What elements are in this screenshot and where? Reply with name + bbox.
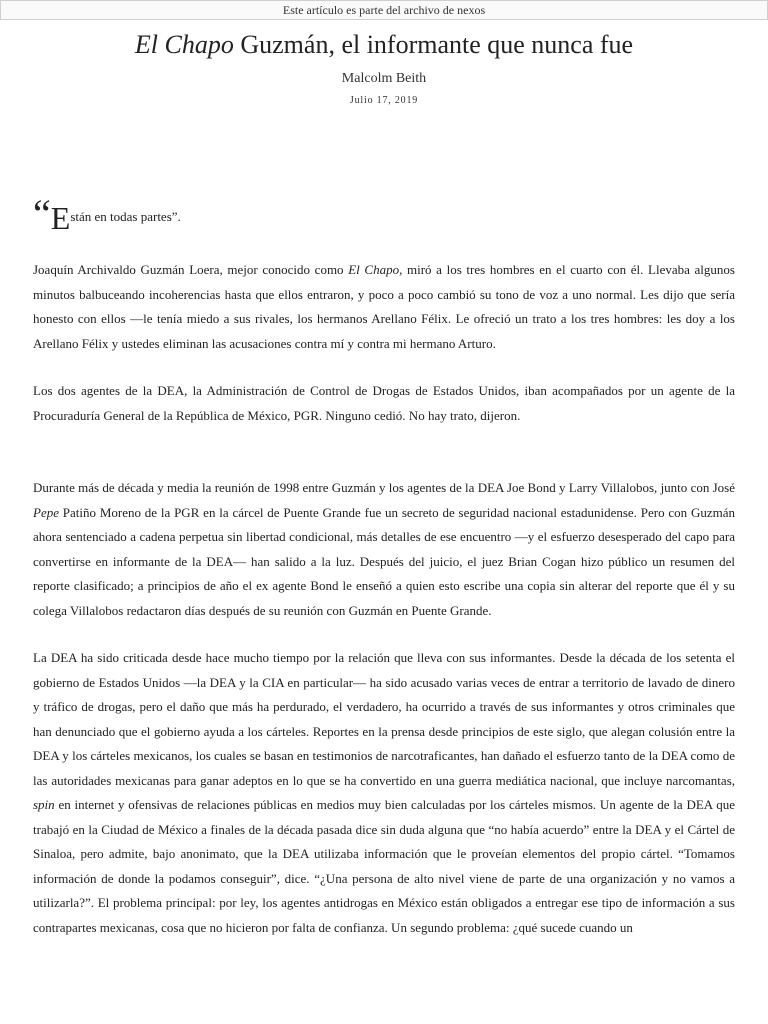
paragraph-1-text-b: , miró a los tres hombres en el cuarto con él. Llevaba algunos minutos balbuceando incoherencias hasta que ellos entraron, y poco a poco cambió su tono de voz a uno normal. Les dijo que sería honesto con ellos —le tenía miedo a sus rivales, los hermanos Arellano Félix. Le ofreció un trato a los tres hombres: les doy a los Arellano Félix y ustedes eliminan las acusaciones contra mí y contra mi hermano Arturo. <box>33 262 735 351</box>
paragraph-1-text-a: Joaquín Archivaldo Guzmán Loera, mejor conocido como <box>33 262 349 277</box>
archive-banner: Este artículo es parte del archivo de nexos <box>0 0 768 20</box>
title-rest: Guzmán, el informante que nunca fue <box>233 30 634 59</box>
paragraph-3-text-b: Patiño Moreno de la PGR en la cárcel de Puente Grande fue un secreto de seguridad nacional estadunidense. Pero con Guzmán ahora sentenciado a cadena perpetua sin libertad condicional, más detalles de ese encuentro —y el esfuerzo desesperado del capo para convertirse en informante de la DEA— han salido a la luz. Después del juicio, el juez Brian Cogan hizo público un resumen del reporte clasificado; a principios de año el ex agente Bond le enseñó a quien esto escribe una copia sin alterar del reporte que él y su colega Villalobos redactaron días después de su reunión con Guzmán en Puente Grande. <box>33 504 735 618</box>
paragraph-3-italic: Pepe <box>33 504 59 520</box>
pull-quote-text: stán en todas partes”. <box>70 209 181 224</box>
paragraph-3 <box>33 476 735 623</box>
paragraph-1-italic: El Chapo <box>348 262 400 277</box>
pull-quote <box>33 190 181 237</box>
paragraph-4-text-a: La DEA ha sido criticada desde hace mucho tiempo por la relación que lleva con sus informantes. Desde la década de los setenta el gobierno de Estados Unidos —la DEA y la CIA en particular— ha sido acusado varias veces de entrar a territorio de lavado de dinero y tráfico de drogas, pero el daño que más ha perdurado, el verdadero, ha ocurrido a través de sus informantes y otros criminales que han denunciado que el gobierno ayuda a los cárteles. Reportes en la prensa desde principios de este siglo, que alegan colusión entre la DEA y los cárteles mexicanos, los cuales se basan en testimonios de narcotraficantes, han dañado el esfuerzo tanto de la DEA como de las autoridades mexicanas para ganar adeptos en lo que se ha convertido en una guerra mediática nacional, que incluye narcomantas, <box>33 650 735 788</box>
paragraph-2: Los dos agentes de la DEA, la Administración de Control de Drogas de Estados Unidos, iban acompañados por un agente de la Procuraduría General de la República de México, PGR. Ninguno cedió. No hay trato, dijeron. <box>33 383 735 423</box>
article-date: Julio 17, 2019 <box>349 95 419 106</box>
article-body <box>33 258 735 963</box>
paragraph-4-text-b: en internet y ofensivas de relaciones públicas en medios muy bien calculadas por los cárteles mismos. Un agente de la DEA que trabajó en la Ciudad de México a finales de la década pasada dice sin duda alguna que “no había acuerdo” entre la DEA y el Cártel de Sinaloa, pero admite, bajo anonimato, que la DEA utilizaba información que le proveían elementos del propio cártel. “Tomamos información de donde la podamos conseguir”, dice. “¿Una persona de alto nivel viene de parte de una organización y no vamos a utilizarla?”. El problema principal: por ley, los agentes antidrogas en México están obligados a entregar ese tipo de información a sus contrapartes mexicanas, cosa que no hicieron por falta de confianza. Un segundo problema: ¿qué sucede cuando un <box>33 797 735 935</box>
article-author[interactable]: Malcolm Beith <box>341 71 427 86</box>
drop-letter: E <box>50 200 71 236</box>
paragraph-1 <box>33 258 735 356</box>
paragraph-3-text-a: Durante más de década y media la reunión de 1998 entre Guzmán y los agentes de la DEA Joe Bond y Larry Villalobos, junto con José <box>33 480 735 495</box>
article-title <box>0 30 768 60</box>
paragraph-4-italic: spin <box>33 797 55 812</box>
open-quote-mark: “ <box>33 191 51 236</box>
paragraph-4 <box>33 646 735 940</box>
title-italic: El Chapo <box>134 30 234 59</box>
